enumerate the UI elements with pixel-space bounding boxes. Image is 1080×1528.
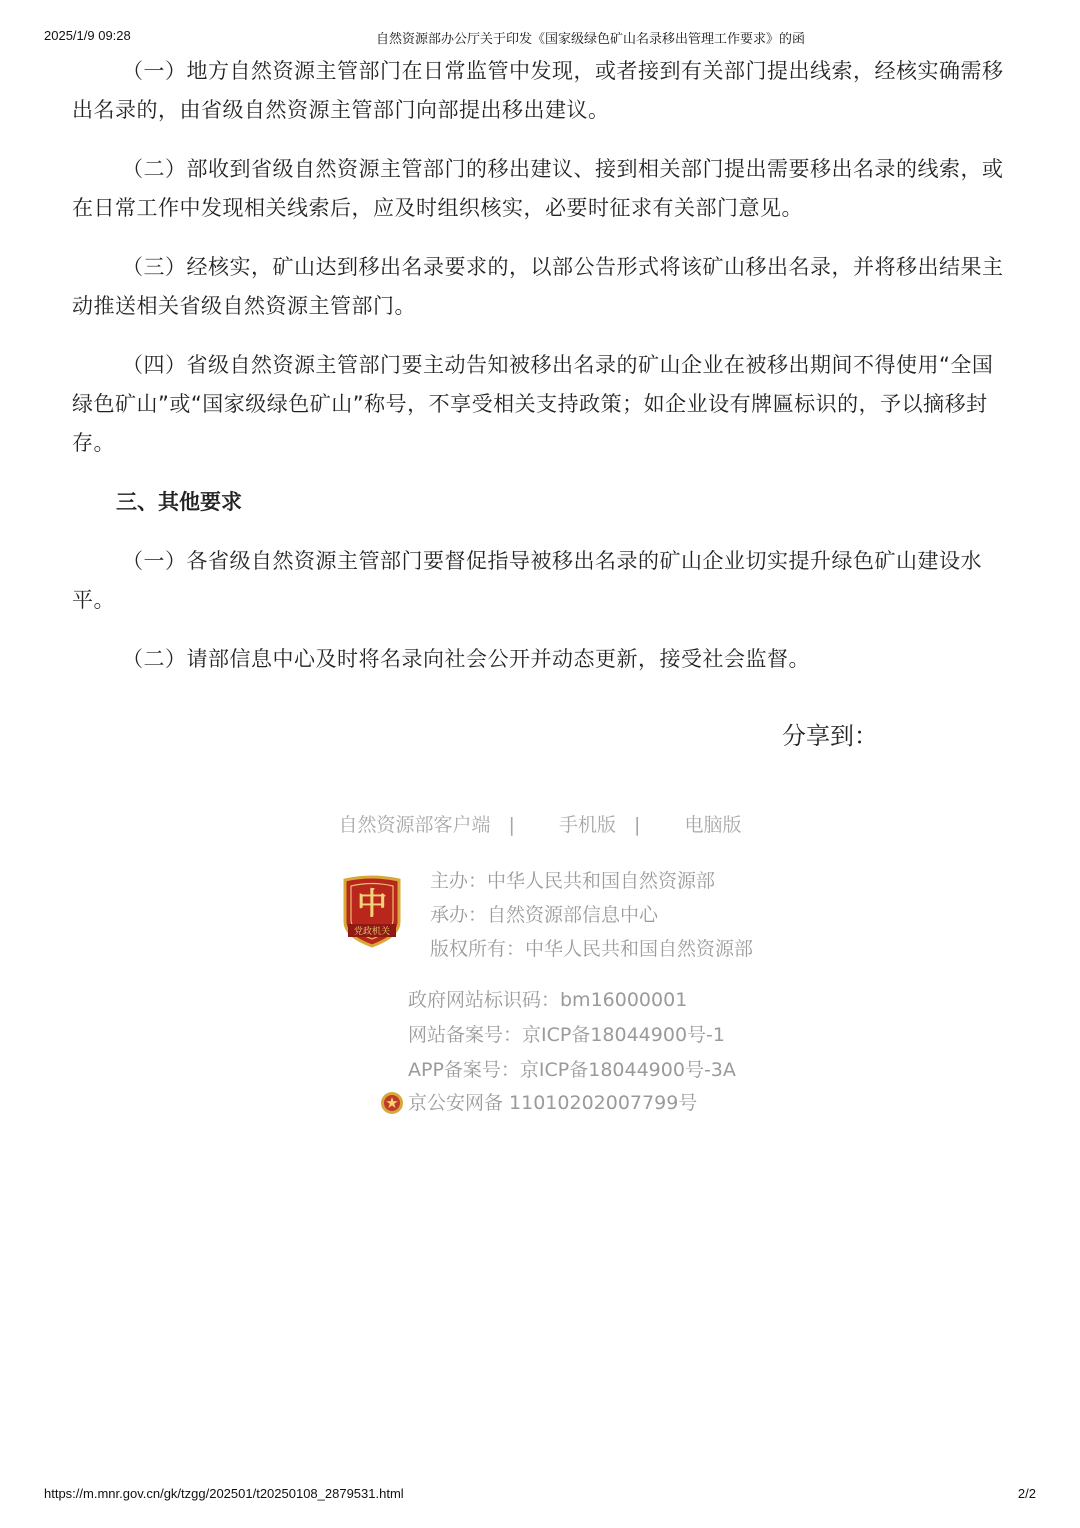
footer-separator: | (508, 814, 515, 836)
badge-text: 党政机关 (353, 927, 391, 937)
article-paragraph: （二）请部信息中心及时将名录向社会公开并动态更新，接受社会监督。 (122, 647, 810, 671)
footer-link-client-app[interactable]: 自然资源部客户端 (338, 814, 491, 836)
police-record[interactable] (380, 1088, 697, 1118)
print-page-title: 自然资源部办公厅关于印发《国家级绿色矿山名录移出管理工作要求》的函 (376, 32, 806, 47)
article-paragraph: （二）部收到省级自然资源主管部门的移出建议、接到相关部门提出需要移出名录的线索，或在日常工作中发现相关线索后，应及时组织核实，必要时征求有关部门意见。 (72, 157, 1004, 220)
footer-separator: | (634, 814, 641, 836)
share-label: 分享到： (782, 722, 878, 750)
footer-link-mobile[interactable]: 手机版 (558, 814, 616, 836)
article-paragraph: （三）经核实，矿山达到移出名录要求的，以部公告形式将该矿山移出名录，并将移出结果主动推送相关省级自然资源主管部门。 (72, 255, 1004, 318)
registration-info (408, 983, 736, 1088)
party-gov-badge[interactable] (341, 874, 403, 948)
print-date: 2025/1/9 09:28 (44, 28, 131, 43)
section-heading: 三、其他要求 (116, 490, 242, 514)
article-paragraph: （四）省级自然资源主管部门要主动告知被移出名录的矿山企业在被移出期间不得使用“全国绿色矿山”或“国家级绿色矿山”称号，不享受相关支持政策；如企业设有牌匾标识的，予以摘移封存。 (72, 353, 994, 455)
footer-links (0, 810, 1080, 837)
gov-site-id: 政府网站标识码：bm16000001 (408, 989, 688, 1011)
footer-link-desktop[interactable]: 电脑版 (684, 814, 742, 836)
article-paragraph: （一）地方自然资源主管部门在日常监管中发现，或者接到有关部门提出线索，经核实确需移出名录的，由省级自然资源主管部门向部提出移出建议。 (72, 59, 1004, 122)
party-gov-badge-icon (341, 874, 403, 948)
copyright-line: 版权所有：中华人民共和国自然资源部 (430, 938, 754, 960)
organizer-line: 承办：自然资源部信息中心 (430, 904, 659, 926)
app-icp-record[interactable]: APP备案号：京ICP备18044900号-3A (408, 1059, 736, 1081)
sponsor-line: 主办：中华人民共和国自然资源部 (430, 870, 716, 892)
svg-text:中: 中 (357, 887, 387, 922)
sponsor-info (430, 864, 753, 966)
article-body (72, 52, 1012, 699)
police-emblem-icon (380, 1091, 404, 1115)
print-page-number: 2/2 (1017, 1486, 1036, 1501)
article-paragraph: （一）各省级自然资源主管部门要督促指导被移出名录的矿山企业切实提升绿色矿山建设水平。 (72, 549, 982, 612)
icp-record[interactable]: 网站备案号：京ICP备18044900号-1 (408, 1024, 725, 1046)
police-record-text: 京公安网备 11010202007799号 (408, 1092, 698, 1114)
print-url: https://m.mnr.gov.cn/gk/tzgg/202501/t20250108_2879531.html (44, 1486, 404, 1501)
